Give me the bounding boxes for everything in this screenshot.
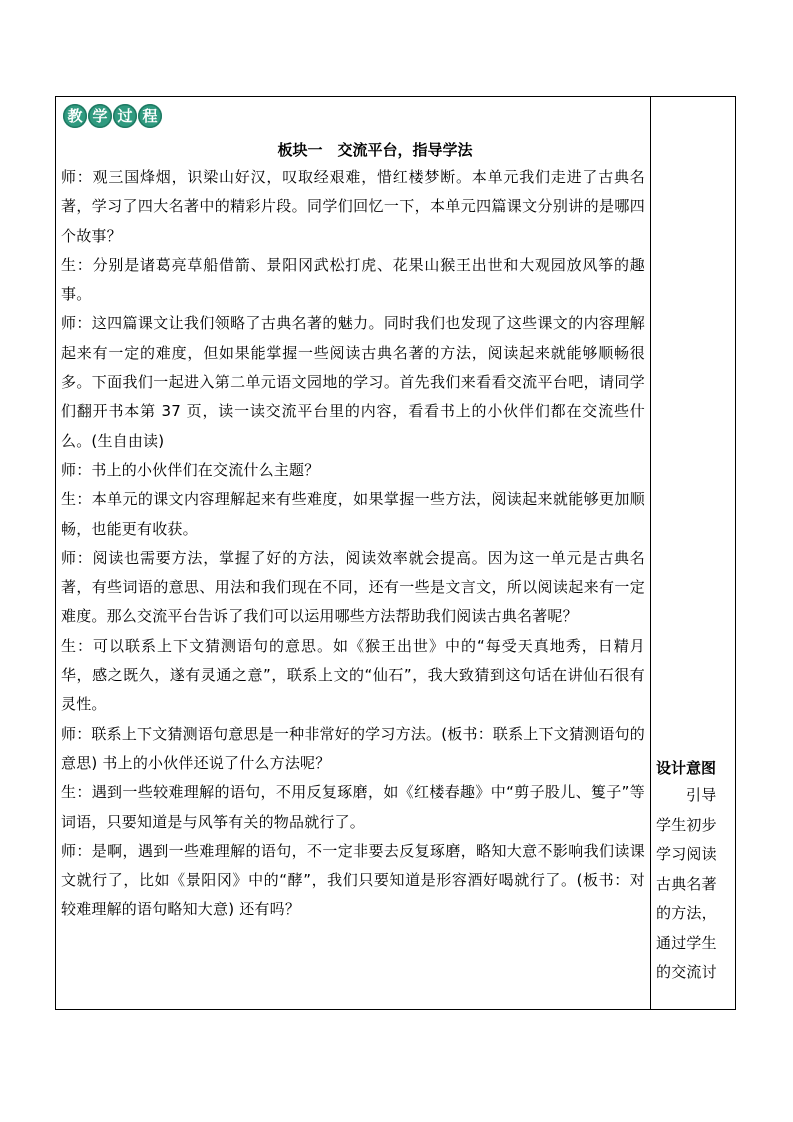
badge-char: 过: [113, 104, 137, 128]
column-divider: [650, 96, 651, 1010]
dialogue-paragraph: 师：联系上下文猜测语句意思是一种非常好的学习方法。(板书：联系上下文猜测语句的意思) 书上的小伙伴还说了什么方法呢？: [61, 724, 645, 772]
dialogue-paragraph: 师：是啊，遇到一些难理解的语句，不一定非要去反复琢磨，略知大意不影响我们读课文就行了，比如《景阳冈》中的“酵”，我们只要知道是形容酒好喝就行了。(板书：对较难理解的语句略知大意) 还有吗？: [61, 841, 645, 919]
badge-char: 教: [63, 104, 87, 128]
dialogue-paragraph: 生：分别是诸葛亮草船借箭、景阳冈武松打虎、花果山猴王出世和大观园放风筝的趣事。: [61, 255, 645, 304]
dialogue-paragraph: 师：书上的小伙伴们在交流什么主题？: [61, 460, 320, 479]
dialogue-paragraph: 生：本单元的课文内容理解起来有些难度，如果掌握一些方法，阅读起来就能够更加顺畅，也能更有收获。: [61, 490, 645, 538]
dialogue-paragraph: 生：遇到一些较难理解的语句，不用反复琢磨，如《红楼春趣》中“剪子股儿、篗子”等词语，只要知道是与风筝有关的物品就行了。: [61, 783, 645, 831]
section-heading: 板块一 交流平台，指导学法: [277, 141, 473, 159]
design-intent-title: 设计意图: [656, 759, 717, 777]
main-column: [61, 101, 645, 925]
design-intent-panel: [656, 755, 732, 988]
badge-char: 学: [88, 104, 112, 128]
dialogue-paragraph: 师：观三国烽烟，识梁山好汉，叹取经艰难，惜红楼梦断。本单元我们走进了古典名著，学习了四大名著中的精彩片段。同学们回忆一下，本单元四篇课文分别讲的是哪四个故事？: [61, 168, 645, 245]
section-badge: [63, 104, 162, 128]
badge-char: 程: [138, 104, 162, 128]
design-intent-text: 引导学生初步学习阅读古典名著的方法，通过学生的交流讨: [656, 786, 717, 981]
dialogue-paragraph: 师：阅读也需要方法，掌握了好的方法，阅读效率就会提高。因为这一单元是古典名著，有些词语的意思、用法和我们现在不同，还有一些是文言文，所以阅读起来有一定难度。那么交流平台告诉了我们可以运用哪些方法帮助我们阅读古典名著呢？: [61, 548, 645, 626]
dialogue-paragraph: 师：这四篇课文让我们领略了古典名著的魅力。同时我们也发现了这些课文的内容理解起来有一定的难度，但如果能掌握一些阅读古典名著的方法，阅读起来就能够顺畅很多。下面我们一起进入第二单元语文园地的学习。首先我们来看看交流平台吧，请同学们翻开书本第 37 页，读一读交流平台里的内容，看看书上的小伙伴们都在交流些什么。(生自由读): [61, 314, 645, 450]
dialogue-paragraph: 生：可以联系上下文猜测语句的意思。如《猴王出世》中的“每受天真地秀，日精月华，感之既久，遂有灵通之意”，联系上文的“仙石”，我大致猜到这句话在讲仙石很有灵性。: [61, 636, 645, 714]
